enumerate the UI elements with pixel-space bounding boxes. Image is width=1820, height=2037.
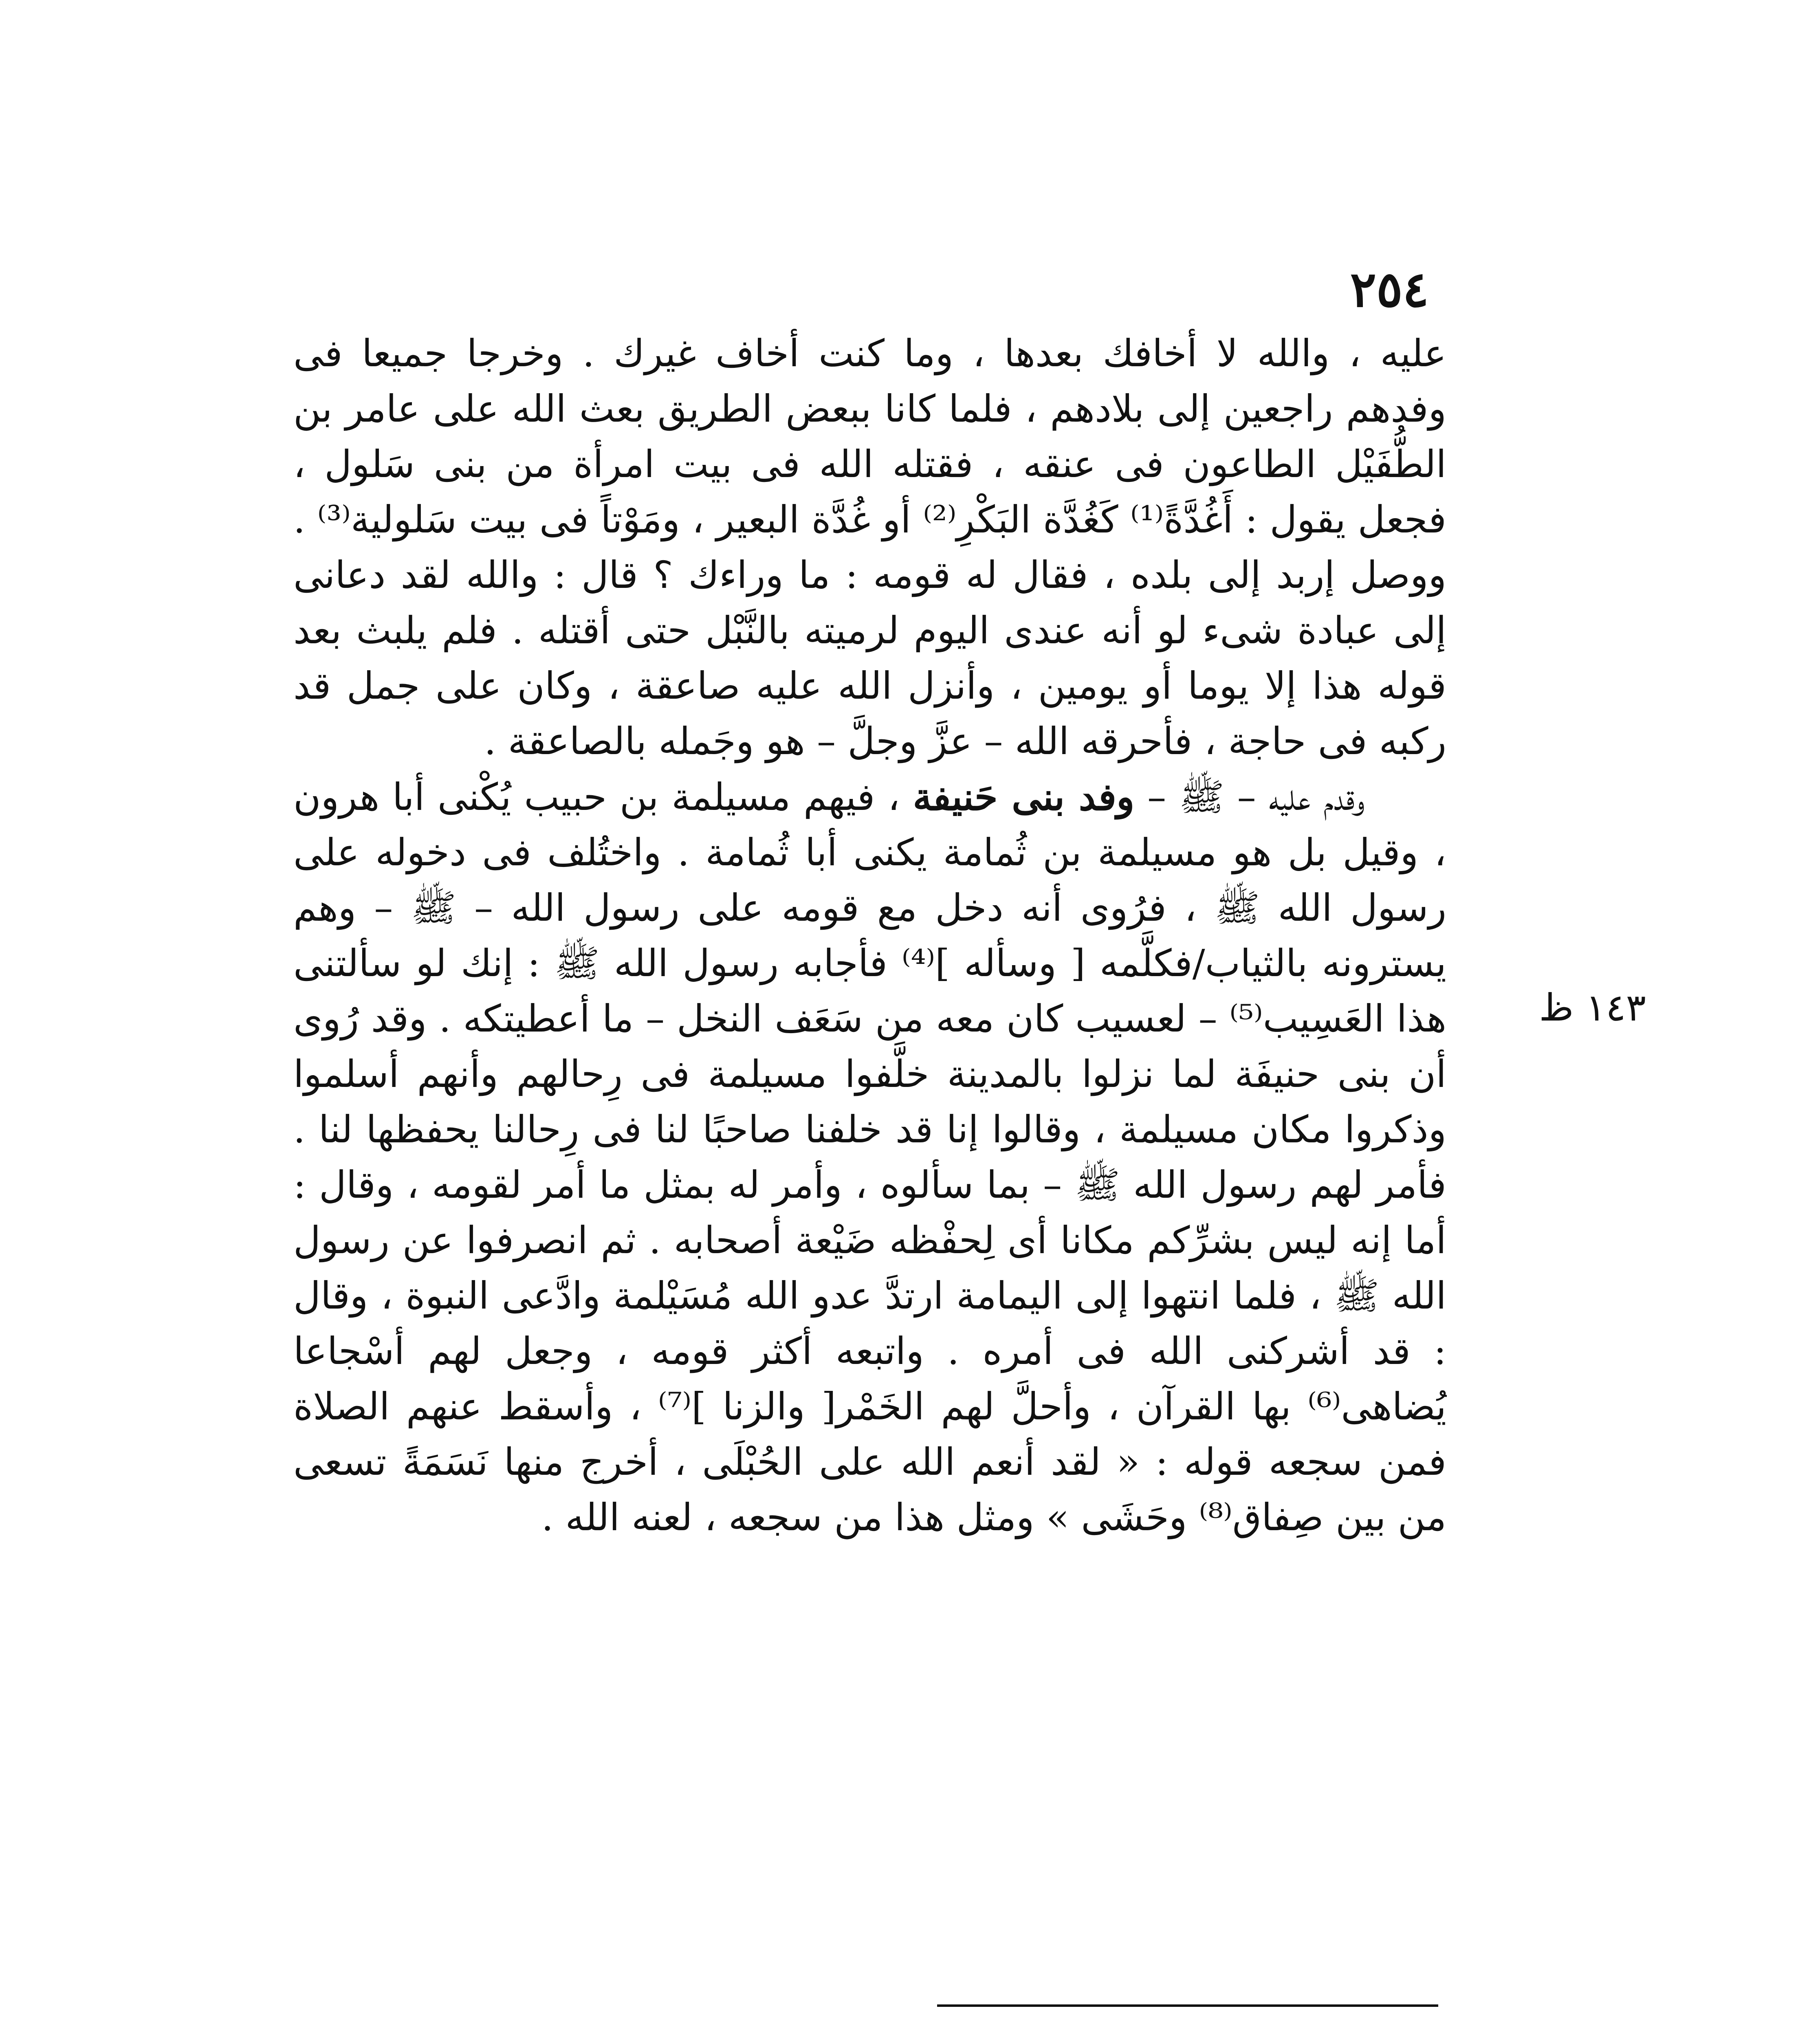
paragraph-2-start: وقدم عليه – ﷺ –	[1134, 775, 1365, 819]
footnote-divider	[937, 2004, 1438, 2007]
main-text	[293, 326, 1446, 1545]
page-number: ٢٥٤	[1350, 261, 1429, 318]
paragraph-2	[293, 769, 1446, 1545]
paragraph-1: عليه ، والله لا أخافك بعدها ، وما كنت أخاف غيرك . وخرجا جميعا فى وفدهم راجعين إلى بلادهم ، فلما كانا ببعض الطريق بعث الله على عامر بن الطُّفَيْل الطاعون فى عنقه ، فقتله الله فى بيت امرأة من بنى سَلول ، فجعل يقول : أَغُدَّةً⁽¹⁾ كَغُدَّة البَكْرِ⁽²⁾ أو غُدَّة البعير ، ومَوْتاً فى بيت سَلولية⁽³⁾ . ووصل إربد إلى بلده ، فقال له قومه : ما وراءك ؟ قال : والله لقد دعانى إلى عبادة شىء لو أنه عندى اليوم لرميته بالنَّبْل حتى أقتله . فلم يلبث بعد قوله هذا إلا يوما أو يومين ، وأنزل الله عليه صاعقة ، وكان على جمل قد ركبه فى حاجة ، فأحرقه الله – عزَّ وجلَّ – هو وجَمله بالصاعقة .	[293, 332, 1446, 763]
paragraph-2-rest: ، فيهم مسيلمة بن حبيب يُكْنى أبا هرون ، وقيل بل هو مسيلمة بن ثُمامة يكنى أبا ثُمامة . واختُلف فى دخوله على رسول الله ﷺ ، فرُوى أنه دخل مع قومه على رسول الله – ﷺ – وهم يسترونه بالثياب/فكلَّمه [ وسأله ]⁽⁴⁾ فأجابه رسول الله ﷺ : إنك لو سألتنى هذا العَسِيب⁽⁵⁾ – لعسيب كان معه من سَعَف النخل – ما أعطيتكه . وقد رُوى أن بنى حنيفَة لما نزلوا بالمدينة خلَّفوا مسيلمة فى رِحالهم وأنهم أسلموا وذكروا مكان مسيلمة ، وقالوا إنا قد خلفنا صاحبًا لنا فى رِحالنا يحفظها لنا . فأمر لهم رسول الله ﷺ – بما سألوه ، وأمر له بمثل ما أمر لقومه ، وقال : أما إنه ليس بشرِّكم مكانا أى لِحفْظه ضَيْعة أصحابه . ثم انصرفوا عن رسول الله ﷺ ، فلما انتهوا إلى اليمامة ارتدَّ عدو الله مُسَيْلمة وادَّعى النبوة ، وقال : قد أشركنى الله فى أمره . واتبعه أكثر قومه ، وجعل لهم أسْجاعا يُضاهى⁽⁶⁾ بها القرآن ، وأحلَّ لهم الخَمْر[ والزنا ]⁽⁷⁾ ، وأسقط عنهم الصلاة فمن سجعه قوله : « لقد أنعم الله على الحُبْلَى ، أخرج منها نَسَمَةً تسعى من بين صِفاق⁽⁸⁾ وحَشَى » ومثل هذا من سجعه ، لعنه الله .	[293, 775, 1447, 1539]
manuscript-folio-note: ١٤٣ ظ	[1539, 986, 1646, 1029]
paragraph-2-heading: وفد بنى حَنيفة	[913, 775, 1135, 819]
